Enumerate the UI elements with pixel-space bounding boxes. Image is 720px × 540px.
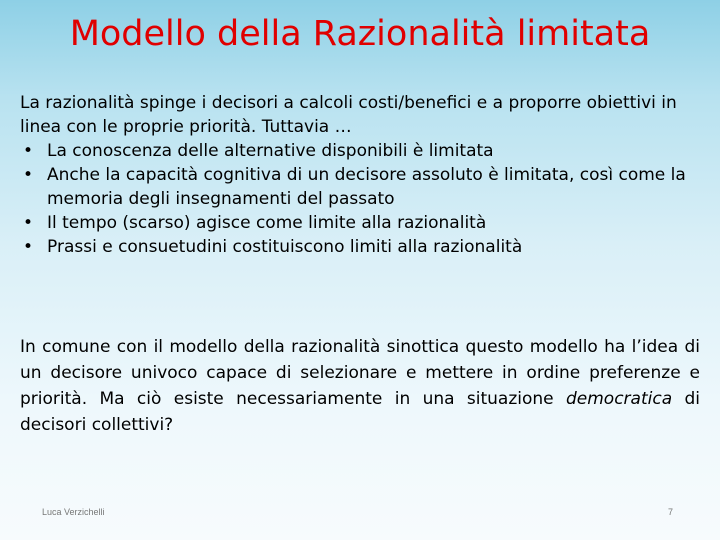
bullet-icon: • [23, 141, 34, 161]
bullet-item [20, 235, 700, 259]
conclusion-paragraph [20, 334, 700, 438]
bullet-text: Il tempo (scarso) agisce come limite alla razionalità [47, 213, 487, 233]
page-number: 7 [668, 507, 674, 517]
intro-paragraph: La razionalità spinge i decisori a calcoli costi/benefici e a proporre obiettivi in linea con le proprie priorità. Tuttavia … [20, 93, 677, 137]
slide-title: Modello della Razionalità limitata [69, 14, 651, 54]
bullet-list [20, 139, 700, 259]
conclusion-text-end: di decisori collettivi? [20, 389, 701, 435]
bullet-text: Anche la capacità cognitiva di un decisore assoluto è limitata, così come la memoria degli insegnamenti del passato [47, 165, 686, 209]
bullet-item [20, 211, 700, 235]
bullet-item [20, 139, 700, 163]
conclusion-text [20, 334, 700, 438]
conclusion-text-start: In comune con il modello della razionalità sinottica questo modello ha l’idea di un decisore univoco capace di selezionare e mettere in ordine preferenze e priorità. Ma ciò esiste necessariamente in una situazione [20, 337, 700, 409]
conclusion-emphasis: democratica [566, 389, 673, 409]
bullet-icon: • [23, 165, 34, 185]
bullet-text: La conoscenza delle alternative disponibili è limitata [47, 141, 494, 161]
body-text [20, 91, 700, 259]
bullet-icon: • [23, 213, 34, 233]
bullet-icon: • [23, 237, 34, 257]
bullet-text: Prassi e consuetudini costituiscono limiti alla razionalità [47, 237, 523, 257]
bullet-item [20, 163, 700, 211]
footer-author: Luca Verzichelli [42, 507, 105, 517]
